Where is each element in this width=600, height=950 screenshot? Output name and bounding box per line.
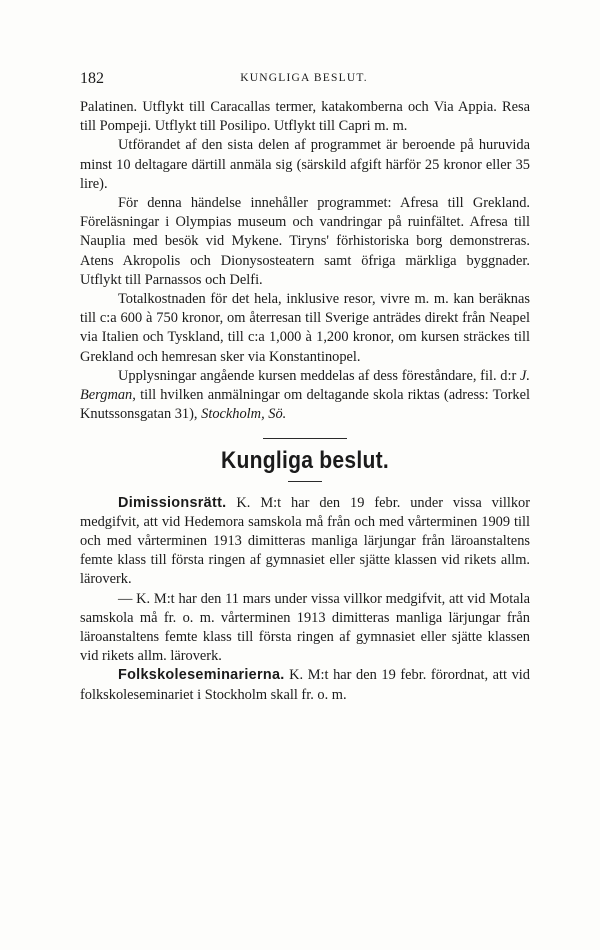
upplysningar-text: Upplysningar angående kursen meddelas af dess föreståndare, fil. d:r [118,367,520,384]
paragraph-utforandet: Utförandet af den sista delen af programmet är beroende på huruvida minst 10 deltagare därtill anmäla sig (särskild afgift härför 25 kronor eller 35 lire). [80,137,530,192]
decision-folkskoleseminarierna [80,666,530,704]
paragraph-totalkostnaden: Totalkostnaden för det hela, inklusive resor, vivre m. m. kan beräknas till c:a 600 à 750 kronor, om återresan till Sverige anträdes direkt från Neapel via Italien och Tyskland, till c:a 1,000 à 1,200 kronor, om kursen sträckes till Grekland och hemresan sker via Konstantinopel. [80,291,530,365]
title-underline [288,481,322,482]
paragraph-program-grekland: För denna händelse innehåller programmet: Afresa till Grekland. Föreläsningar i Olympias museum och vandringar på ruinfältet. Afresa till Nauplia med besök vid Mykene. Tiryns' förhistoriska borg demonstreras. Atens Akropolis och Dionysosteatern samt öfriga märkliga byggnader. Utflykt till Parnassos och Delfi. [80,195,530,288]
page-number: 182 [80,70,104,87]
paragraph-palatinen: Palatinen. Utflykt till Caracallas termer, katakomberna och Via Appia. Resa till Pompeji. Utflykt till Posilipo. Utflykt till Capri m. m. [80,99,530,135]
director-name: J. Bergman, [80,367,530,404]
section-divider [263,438,347,439]
upplysningar-address: till hvilken anmälningar om deltagande skola riktas (adress: Torkel Knutssonsgatan 31), [80,387,530,423]
decision-lead-folkskoleseminarierna: Folkskoleseminarierna. [118,667,285,684]
decision-lead-dimissionsratt: Dimissionsrätt. [118,494,227,511]
decision-text-hedemora: K. M:t har den 19 febr. under vissa villkor medgifvit, att vid Hedemora samskola må från och med vårterminen 1909 till och med vårterminen 1913 dimitteras manliga lärjungar från läroanstaltens femte klass till första ringen af gymnasiet eller sjätte klassen vid rikets allm. läroverk. [80,494,530,588]
decision-dimissionsratt [80,494,530,590]
running-head: KUNGLIGA BESLUT. [240,72,368,84]
paragraph-upplysningar [80,367,530,425]
decision-text-stockholm: K. M:t har den 19 febr. förordnat, att vid folkskoleseminariet i Stockholm skall fr. o. m. [80,667,530,703]
page-header [80,70,528,90]
decision-motala: — K. M:t har den 11 mars under vissa villkor medgifvit, att vid Motala samskola må fr. o. m. vårterminen 1913 dimitteras manliga lärjungar från läroanstaltens femte klass till första ringen af gymnasiet eller sjätte klassen vid rikets allm. läroverk. [80,590,530,665]
section-title: Kungliga beslut. [220,447,389,475]
address-city: Stockholm, Sö. [201,406,287,423]
body-text [80,98,530,705]
